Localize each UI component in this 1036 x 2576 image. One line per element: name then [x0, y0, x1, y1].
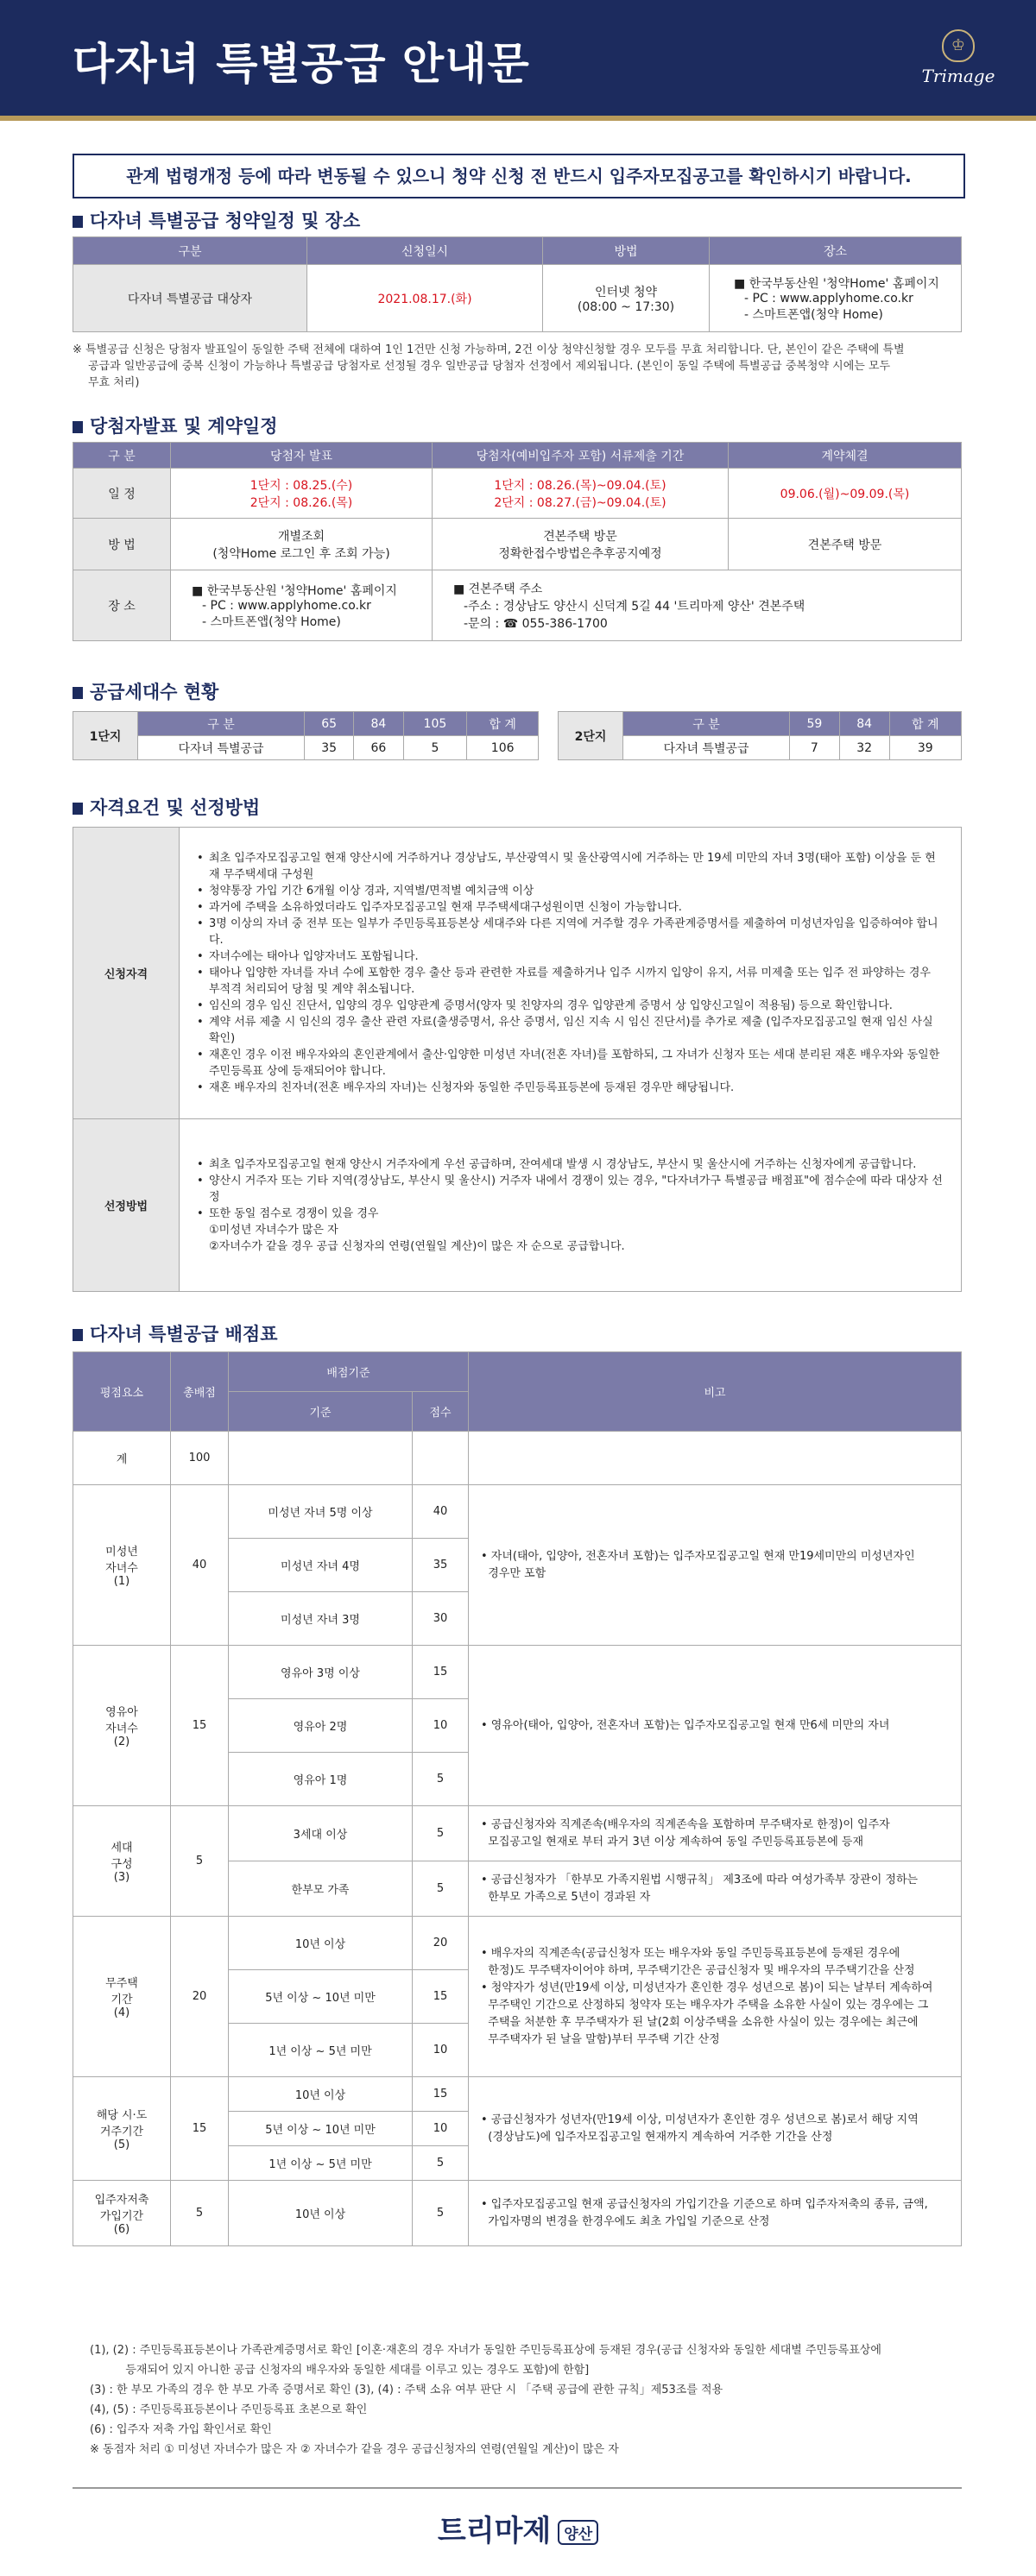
section-title-schedule: 다자녀 특별공급 청약일정 및 장소 — [73, 207, 360, 233]
score-row: 입주자저축 가입기간 (6) 5 10년 이상 5 • 입주자모집공고일 현재 공급신청자의 가입기간을 기준으로 하며 입주자저축의 종류, 금액, 가입자명의 변경을 한경우에도 최초 가입일 기준으로 산정 — [73, 2181, 962, 2246]
section-title-supply: 공급세대수 현황 — [73, 678, 218, 704]
score-row: 5년 이상 ~ 10년 미만 10 — [73, 2112, 962, 2146]
header-gold-stripe — [0, 116, 1036, 121]
section-title-score: 다자녀 특별공급 배점표 — [73, 1320, 277, 1346]
qualification-list — [197, 850, 944, 1096]
list-item: • 최초 입주자모집공고일 현재 양산시에 거주하거나 경상남도, 부산광역시 및 울산광역시에 거주하는 만 19세 미만의 자녀 3명(태아 포함) 이상을 둔 현재 무주택세대 구성원 — [197, 850, 944, 883]
list-item: • 양산시 거주자 또는 기타 지역(경상남도, 부산시 및 울산시) 거주자 내에서 경쟁이 있는 경우, "다자녀가구 특별공급 배점표"에 점수순에 따라 대상자 선정 — [197, 1173, 944, 1206]
list-item: • 또한 동일 점수로 경쟁이 있을 경우 — [197, 1206, 944, 1222]
score-row: 해당 시·도 거주기간 (5) 15 10년 이상 15 • 공급신청자가 성년자(만19세 이상, 미성년자가 혼인한 경우 성년으로 봄)로서 해당 지역 (경상남도)에 입주자모집공고일 현재까지 계속하여 거주한 기간을 산정 — [73, 2077, 962, 2112]
brand-name: Trimage — [921, 66, 995, 86]
supply-table-2: 2단지 구 분 59 84 합 계 다자녀 특별공급 7 32 39 — [558, 711, 962, 760]
score-row: 미성년 자녀수 (1) 40 미성년 자녀 5명 이상 40 • 자녀(태아, 입양아, 전혼자녀 포함)는 입주자모집공고일 현재 만19세미만의 미성년자인 경우만 포함 — [73, 1485, 962, 1539]
score-table: 평점요소 총배점 배점기준 비고 기준 점수 계 100 미성년 자녀수 (1) 40 미성년 자녀 5명 이상 40 • 자녀(태아, 입양아, 전혼자녀 포함)는 입주자모집공고일 현재 만19세미만의 미성년자인 경우만 포함 미성년 자녀 4명 35 미성년 자녀 3명 30 영유아 자녀수 (2) 15 영유아 3명 이상 15 • 영유아(태아, 입양아, 전혼자녀 포함)는 입주자모집공고일 현재 만6세 미만의 자녀 영유아 2명 10 영유아 1명 5 세대 구성 (3) 5 3세대 이상 5 • 공급신청자와 직계존속(배우자의 직계존속을 포함하며 무주택자로 한정)이 입주자 모집공고일 현재로 부터 과거 3년 이상 계속하여 동일 주민등록표등본에 등재 한부모 가족 5 • 공급신청자가 「한부모 가족지원법 시행규칙」 제3조에 따라 여성가족부 장관이 정하는 한부모 가족으로 5년이 경과된 자 무주택 기간 (4) 20 10년 이상 20 • 배우자의 직계존속(공급신청자 또는 배우자와 동일 주민등록표등본에 등재된 경우에 한정)도 무주택자이어야 하며, 무주택기간은 공급신청자 및 배우자의 무주택기간을 산정 • 청약자가 성년(만19세 이상, 미성년자가 혼인한 경우 성년으로 봄)이 되는 날부터 계속하여 무주택인 기간으로 산정하되 청약자 또는 배우자가 주택을 소유한 사실이 있는 경우에는 그 주택을 처분한 후 무주택자가 된 날(2회 이상주택을 소유한 사실이 있는 경우에는 최근에 무주택자가 된 날을 말함)부터 무주택 기간 산정 5년 이상 ~ 10년 미만 15 1년 이상 ~ 5년 미만 10 해당 시·도 거주기간 (5) 15 10년 이상 15 • 공급신청자가 성년자(만19세 이상, 미성년자가 혼인한 경우 성년으로 봄)로서 해당 지역 (경상남도)에 입주자모집공고일 현재까지 계속하여 거주한 기간을 산정 5년 이상 ~ 10년 미만 10 1년 이상 ~ 5년 미만 5 입주자저축 가입기간 (6) 5 10년 이상 5 • 입주자모집공고일 현재 공급신청자의 가입기간을 기준으로 하며 입주자저축의 종류, 금액, 가입자명의 변경을 한경우에도 최초 가입일 기준으로 산정 — [73, 1351, 962, 2246]
schedule-table: 구분 신청일시 방법 장소 다자녀 특별공급 대상자 2021.08.17.(화) 인터넷 청약 (08:00 ~ 17:30) ■ 한국부동산원 '청약Home' 홈페이지 - PC : www.applyhome.co.kr - 스마트폰앱(청약 Home) — [73, 236, 962, 332]
score-row: 세대 구성 (3) 5 3세대 이상 5 • 공급신청자와 직계존속(배우자의 직계존속을 포함하며 무주택자로 한정)이 입주자 모집공고일 현재로 부터 과거 3년 이상 계속하여 동일 주민등록표등본에 등재 — [73, 1806, 962, 1861]
list-item: • 임신의 경우 임신 진단서, 입양의 경우 입양관계 증명서(양자 및 친양자의 경우 입양관계 증명서 상 입양신고일이 적용됨) 등으로 확인합니다. — [197, 998, 944, 1014]
score-row: 영유아 자녀수 (2) 15 영유아 3명 이상 15 • 영유아(태아, 입양아, 전혼자녀 포함)는 입주자모집공고일 현재 만6세 미만의 자녀 — [73, 1646, 962, 1699]
list-item: • 청약통장 가입 기간 6개월 이상 경과, 지역별/면적별 예치금액 이상 — [197, 883, 944, 899]
brand-logo — [915, 29, 1001, 86]
list-item: • 과거에 주택을 소유하였더라도 입주자모집공고일 현재 무주택세대구성원이면 신청이 가능합니다. — [197, 899, 944, 916]
section-title-winners: 당첨자발표 및 계약일정 — [73, 413, 277, 438]
score-row: 영유아 2명 10 — [73, 1699, 962, 1753]
score-factor: 무주택 기간 (4) — [73, 1917, 171, 2077]
selection-list — [197, 1156, 944, 1222]
notice-banner: 관계 법령개정 등에 따라 변동될 수 있으니 청약 신청 전 반드시 입주자모집공고를 확인하시기 바랍니다. — [73, 154, 965, 198]
schedule-note: ※ 특별공급 신청은 당첨자 발표일이 동일한 주택 전체에 대하여 1인 1건만 신청 가능하며, 2건 이상 청약신청할 경우 모두를 무효 처리합니다. 단, 본인이 같은 주택에 특별 공급과 일반공급에 중복 신청이 가능하나 특별공급 당첨자로 선정될 경우 일반공급 당첨자 선정에서 제외됩니다. (본인이 동일 주택에 특별공급 중복청약 시에는 모두 무효 처리) — [73, 343, 905, 389]
score-row: 5년 이상 ~ 10년 미만 15 — [73, 1970, 962, 2024]
supply-table-1: 1단지 구 분 65 84 105 합 계 다자녀 특별공급 35 66 5 106 — [73, 711, 539, 760]
score-row: 한부모 가족 5 • 공급신청자가 「한부모 가족지원법 시행규칙」 제3조에 따라 여성가족부 장관이 정하는 한부모 가족으로 5년이 경과된 자 — [73, 1861, 962, 1917]
score-factor: 미성년 자녀수 (1) — [73, 1485, 171, 1646]
list-item: • 최초 입주자모집공고일 현재 양산시 거주자에게 우선 공급하며, 잔여세대 발생 시 경상남도, 부산시 및 울산시에 거주하는 신청자에게 공급합니다. — [197, 1156, 944, 1173]
divider — [73, 2487, 962, 2489]
list-item: • 재혼인 경우 이전 배우자와의 혼인관계에서 출산·입양한 미성년 자녀(전혼 자녀)를 포함하되, 그 자녀가 신청자 또는 세대 분리된 재혼 배우자와 동일한 주민등록표 상에 등재되어야 합니다. — [197, 1047, 944, 1080]
score-row: 1년 이상 ~ 5년 미만 10 — [73, 2024, 962, 2077]
score-row: 미성년 자녀 4명 35 — [73, 1539, 962, 1592]
score-factor: 세대 구성 (3) — [73, 1806, 171, 1917]
score-row: 1년 이상 ~ 5년 미만 5 — [73, 2146, 962, 2181]
score-row: 미성년 자녀 3명 30 — [73, 1592, 962, 1646]
page-header — [0, 0, 1036, 121]
footnotes: (1), (2) : 주민등록표등본이나 가족관계증명서로 확인 [이혼·재혼의 경우 자녀가 동일한 주민등록표상에 등재된 경우(공급 신청자와 동일한 세대별 주민등록표상에 등재되어 있지 아니한 공급 신청자의 배우자와 동일한 세대를 이루고 있는 경우도 포함)에 한함] (3) : 한 부모 가족의 경우 한 부모 가족 증명서로 확인 (3), (4) : 주택 소유 여부 판단 시 「주택 공급에 관한 규칙」제53조를 적용 (4), (5) : 주민등록표등본이나 주민등록표 초본으로 확인 (6) : 입주자 저축 가입 확인서로 확인 ※ 동점자 처리 ① 미성년 자녀수가 많은 자 ② 자녀수가 같을 경우 공급신청자의 연령(연월일 계산)이 많은 자 — [90, 2344, 881, 2456]
score-factor: 영유아 자녀수 (2) — [73, 1646, 171, 1806]
score-factor: 입주자저축 가입기간 (6) — [73, 2181, 171, 2246]
score-factor: 해당 시·도 거주기간 (5) — [73, 2077, 171, 2181]
qualification-table: 신청자격 • 최초 입주자모집공고일 현재 양산시에 거주하거나 경상남도, 부산광역시 및 울산광역시에 거주하는 만 19세 미만의 자녀 3명(태아 포함) 이상을 둔 현재 무주택세대 구성원 • 청약통장 가입 기간 6개월 이상 경과, 지역별/면적별 예치금액 이상 • 과거에 주택을 소유하였더라도 입주자모집공고일 현재 무주택세대구성원이면 신청이 가능합니다. • 3명 이상의 자녀 중 전부 또는 일부가 주민등록표등본상 세대주와 다른 지역에 거주할 경우 가족관계증명서를 제출하여 미성년자임을 입증하여야 합니다. • 자녀수에는 태아나 입양자녀도 포함됩니다. • 태아나 입양한 자녀를 자녀 수에 포함한 경우 출산 등과 관련한 자료를 제출하거나 입주 시까지 입양이 유지, 서류 미제출 또는 입주 전 파양하는 경우 부적격 처리되어 당첨 및 계약 취소됩니다. • 임신의 경우 임신 진단서, 입양의 경우 입양관계 증명서(양자 및 친양자의 경우 입양관계 증명서 상 입양신고일이 적용됨) 등으로 확인합니다. • 계약 서류 제출 시 임신의 경우 출산 관련 자료(출생증명서, 유산 증명서, 임신 지속 시 임신 진단서)를 추가로 제출 (입주자모집공고일 현재 임신 사실 확인) • 재혼인 경우 이전 배우자와의 혼인관계에서 출산·입양한 미성년 자녀(전혼 자녀)를 포함하되, 그 자녀가 신청자 또는 세대 분리된 재혼 배우자와 동일한 주민등록표 상에 등재되어야 합니다. • 재혼 배우자의 친자녀(전혼 배우자의 자녀)는 신청자와 동일한 주민등록표등본에 등재된 경우만 해당됩니다. 선정방법 • 최초 입주자모집공고일 현재 양산시 거주자에게 우선 공급하며, 잔여세대 발생 시 경상남도, 부산시 및 울산시에 거주하는 신청자에게 공급합니다. • 양산시 거주자 또는 기타 지역(경상남도, 부산시 및 울산시) 거주자 내에서 경쟁이 있는 경우, "다자녀가구 특별공급 배점표"에 점수순에 따라 대상자 선정 • 또한 동일 점수로 경쟁이 있을 경우 ①미성년 자녀수가 많은 자 ②자녀수가 같을 경우 공급 신청자의 연령(연월일 계산)이 많은 자 순으로 공급합니다. — [73, 827, 962, 1292]
crest-icon: ♔ — [942, 29, 975, 62]
section-title-qualification: 자격요건 및 선정방법 — [73, 794, 260, 820]
footer-logo: 트리마제 양산 — [0, 2507, 1036, 2549]
list-item: • 태아나 입양한 자녀를 자녀 수에 포함한 경우 출산 등과 관련한 자료를 제출하거나 입주 시까지 입양이 유지, 서류 미제출 또는 입주 전 파양하는 경우 부적격 처리되어 당첨 및 계약 취소됩니다. — [197, 965, 944, 998]
list-item: • 재혼 배우자의 친자녀(전혼 배우자의 자녀)는 신청자와 동일한 주민등록표등본에 등재된 경우만 해당됩니다. — [197, 1080, 944, 1096]
score-row: 영유아 1명 5 — [73, 1753, 962, 1806]
list-item: • 자녀수에는 태아나 입양자녀도 포함됩니다. — [197, 948, 944, 965]
page-title: 다자녀 특별공급 안내문 — [73, 39, 530, 89]
list-item: • 계약 서류 제출 시 임신의 경우 출산 관련 자료(출생증명서, 유산 증명서, 임신 지속 시 임신 진단서)를 추가로 제출 (입주자모집공고일 현재 임신 사실 확인) — [197, 1014, 944, 1047]
winners-table: 구 분 당첨자 발표 당첨자(예비입주자 포함) 서류제출 기간 계약체결 일 정 1단지 : 08.25.(수) 2단지 : 08.26.(목) 1단지 : 08.26.(목)~09.04.(토) 2단지 : 08.27.(금)~09.04.(토) 09.06.(월)~09.09.(목) 방 법 개별조회 (청약Home 로그인 후 조회 가능) 견본주택 방문 정확한접수방법은추후공지예정 견본주택 방문 장 소 ■ 한국부동산원 '청약Home' 홈페이지 - PC : www.applyhome.co.kr - 스마트폰앱(청약 Home) ■ 견본주택 주소 -주소 : 경상남도 양산시 신덕계 5길 44 '트리마제 양산' 견본주택 -문의 : ☎ 055-386-1700 — [73, 442, 962, 641]
list-item: • 3명 이상의 자녀 중 전부 또는 일부가 주민등록표등본상 세대주와 다른 지역에 거주할 경우 가족관계증명서를 제출하여 미성년자임을 입증하여야 합니다. — [197, 916, 944, 948]
score-row: 무주택 기간 (4) 20 10년 이상 20 • 배우자의 직계존속(공급신청자 또는 배우자와 동일 주민등록표등본에 등재된 경우에 한정)도 무주택자이어야 하며, 무주택기간은 공급신청자 및 배우자의 무주택기간을 산정 • 청약자가 성년(만19세 이상, 미성년자가 혼인한 경우 성년으로 봄)이 되는 날부터 계속하여 무주택인 기간으로 산정하되 청약자 또는 배우자가 주택을 소유한 사실이 있는 경우에는 그 주택을 처분한 후 무주택자가 된 날(2회 이상주택을 소유한 사실이 있는 경우에는 최근에 무주택자가 된 날을 말함)부터 무주택 기간 산정 — [73, 1917, 962, 1970]
